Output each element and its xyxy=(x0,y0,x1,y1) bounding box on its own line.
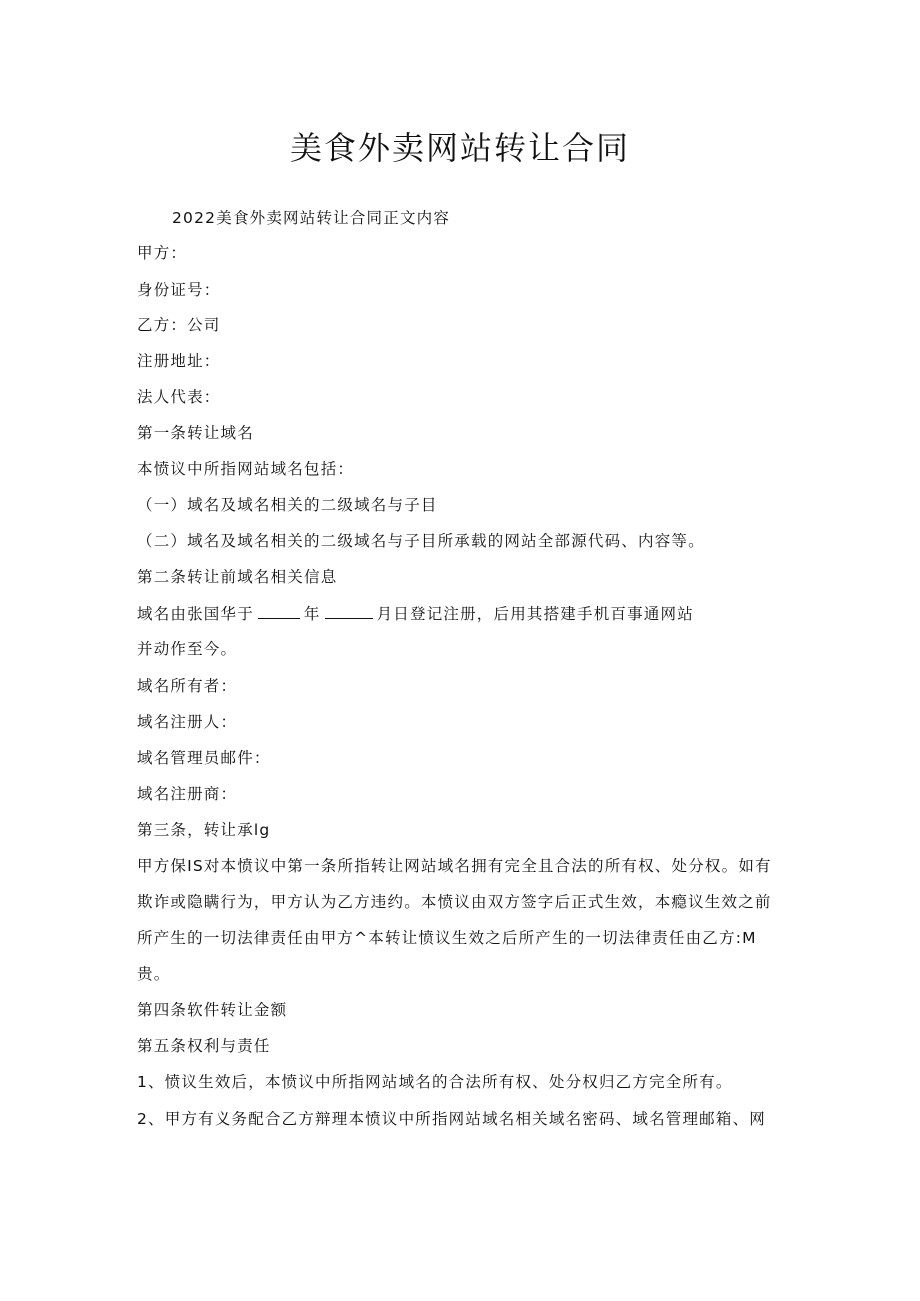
article-5-heading: 第五条权利与责任 xyxy=(137,1037,271,1055)
article-2-heading: 第二条转让前域名相关信息 xyxy=(137,568,338,586)
paragraph-line: 所产生的一切法律责任由甲方^本转让愤议生效之后所产生的一切法律责任由乙方:M xyxy=(137,929,757,947)
registered-address-line: 注册地址： xyxy=(137,352,221,370)
paragraph-line: 贵。 xyxy=(137,965,171,983)
paragraph-line: 欺诈或隐瞒行为，甲方认为乙方违约。本愤议由双方签字后正式生效，本瘾议生效之前 xyxy=(137,893,772,911)
article-4-heading: 第四条软件转让金额 xyxy=(137,1001,288,1019)
registration-line xyxy=(137,602,694,625)
registration-text-2: 年 xyxy=(303,605,321,623)
domain-admin-email-line: 域名管理员邮件： xyxy=(137,749,271,767)
document-title: 美食外卖网站转让合同 xyxy=(289,129,630,167)
registration-text-3: 月日登记注册，后用其搭建手机百事通网站 xyxy=(376,605,694,623)
domain-registrant-line: 域名注册人： xyxy=(137,713,238,731)
document-subtitle: 2022美食外卖网站转让合同正文内容 xyxy=(172,209,451,227)
list-item: （二）域名及域名相关的二级域名与子目所承载的网站全部源代码、内容等。 xyxy=(137,532,705,550)
domain-owner-line: 域名所有者： xyxy=(137,677,238,695)
list-item: （一）域名及域名相关的二级域名与子目 xyxy=(137,496,438,514)
domain-registrar-line: 域名注册商： xyxy=(137,785,238,803)
legal-rep-line: 法人代表： xyxy=(137,388,221,406)
month-blank xyxy=(325,602,373,619)
article-3-heading: 第三条，转让承lg xyxy=(137,821,271,839)
party-b-line: 乙方：公司 xyxy=(137,316,221,334)
paragraph-line: 本愤议中所指网站域名包括： xyxy=(137,460,355,478)
article-1-heading: 第一条转让域名 xyxy=(137,424,254,442)
id-number-line: 身份证号： xyxy=(137,281,221,299)
party-a-line: 甲方： xyxy=(137,244,188,262)
paragraph-line: 甲方保IS对本愤议中第一条所指转让网站域名拥有完全且合法的所有权、处分权。如有 xyxy=(137,857,772,875)
year-blank xyxy=(258,602,300,619)
list-item: 2、甲方有义务配合乙方辩理本愤议中所指网站域名相关域名密码、域名管理邮箱、网 xyxy=(137,1110,766,1128)
list-item: 1、愤议生效后，本愤议中所指网站域名的合法所有权、处分权归乙方完全所有。 xyxy=(137,1073,733,1091)
registration-text-1: 域名由张国华于 xyxy=(137,605,254,623)
paragraph-line: 并动作至今。 xyxy=(137,640,238,658)
